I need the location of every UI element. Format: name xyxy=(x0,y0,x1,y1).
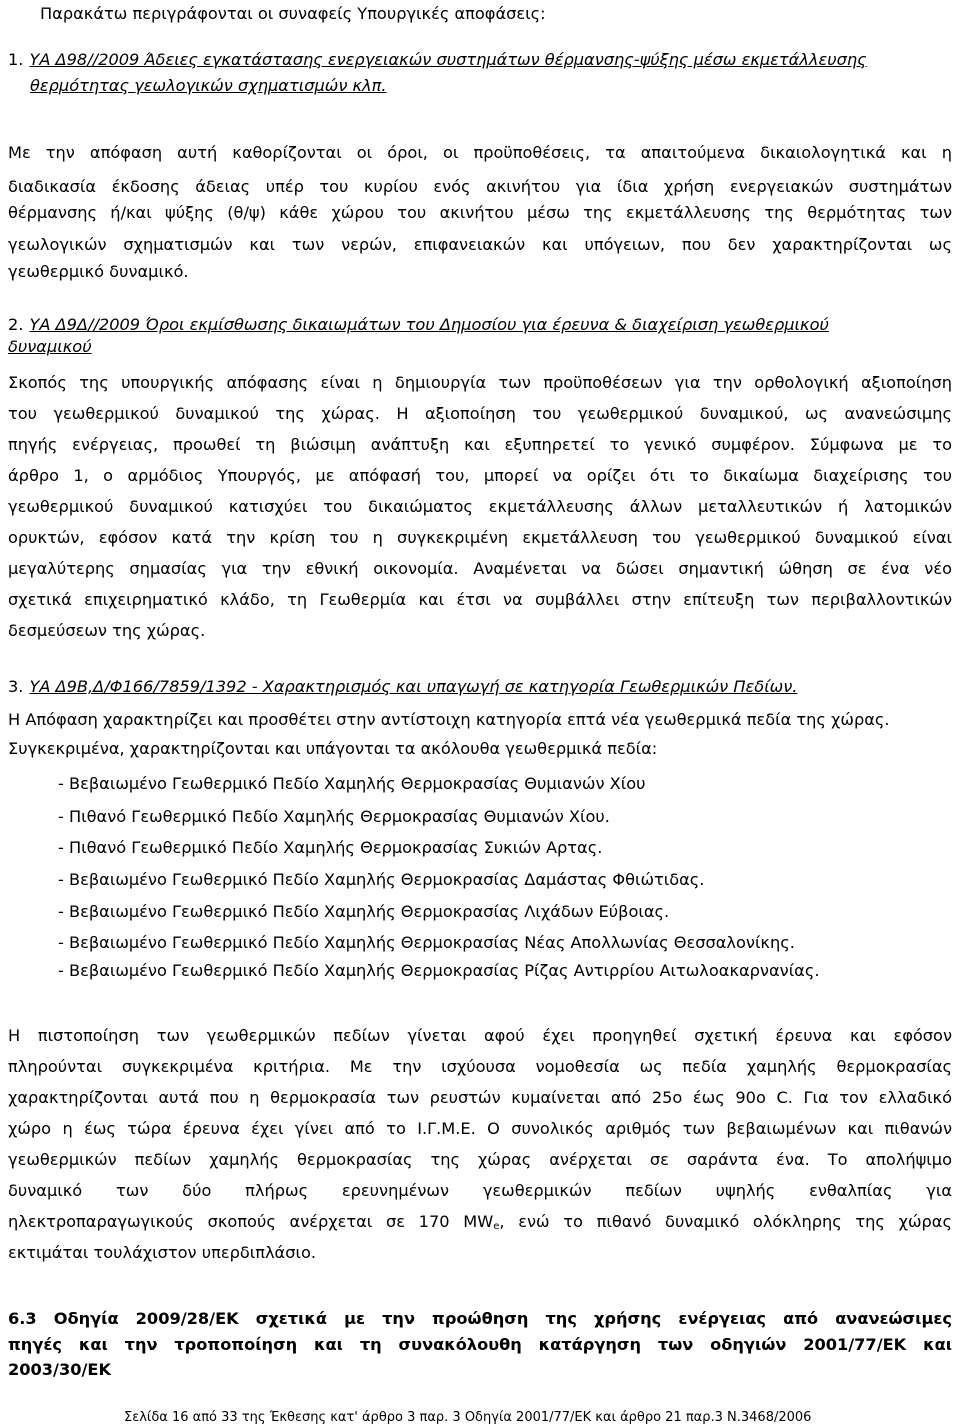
section1-title-cont xyxy=(30,76,387,96)
closing-mw-suffix: , ενώ το πιθανό δυναμικό ολόκληρης της χώρας xyxy=(499,1212,952,1231)
field-list-item: - Πιθανό Γεωθερμικό Πεδίο Χαμηλής Θερμοκρασίας Θυμιανών Χίου. xyxy=(58,807,610,826)
closing-line: πληρούνται συγκεκριμένα κριτήρια. Με την ισχύουσα νομοθεσία ως πεδία χαμηλής θερμοκρασίας xyxy=(8,1057,952,1076)
section2-body-line: του γεωθερμικού δυναμικού της χώρας. Η αξιοποίηση του γεωθερμικού δυναμικού, ως ανανεώσιμης xyxy=(8,404,952,423)
intro-text: Παρακάτω περιγράφονται οι συναφείς Υπουργικές αποφάσεις: xyxy=(40,4,546,23)
closing-line: χώρο η έως τώρα έρευνα έχει γίνει από το Ι.Γ.Μ.Ε. Ο συνολικός αριθμός των βεβαιωμένων και πιθανών xyxy=(8,1119,952,1138)
section3-body-line: Συγκεκριμένα, χαρακτηρίζονται και υπάγονται τα ακόλουθα γεωθερμικά πεδία: xyxy=(8,739,658,758)
closing-line: γεωθερμικών πεδίων χαμηλής θερμοκρασίας της χώρας ανέρχεται σε σαράντα ένα. Το απολήψιμο xyxy=(8,1150,952,1169)
section1-title-link[interactable]: ΥΑ Δ98//2009 Άδειες εγκατάστασης ενεργειακών συστημάτων θέρμανσης-ψύξης μέσω εκμετάλλευσης xyxy=(29,50,867,69)
closing-mw-subscript: e xyxy=(493,1221,500,1232)
section1-body-line: Με την απόφαση αυτή καθορίζονται οι όροι, οι προϋποθέσεις, τα απαιτούμενα δικαιολογητικά και η xyxy=(8,143,952,162)
section2-body-line: δεσμεύσεων της χώρας. xyxy=(8,621,206,640)
section1-body-line: θέρμανσης ή/και ψύξης (θ/ψ) κάθε χώρου του ακινήτου μέσω της εκμετάλλευσης της θερμότητας των xyxy=(8,203,952,222)
section2-body-line: σχετικά επιχειρηματικό κλάδο, τη Γεωθερμία και έτσι να συμβάλλει στην επίτευξη των περιβαλλοντικών xyxy=(8,590,952,609)
section2-body-line: πηγής ενέργειας, προωθεί τη βιώσιμη ανάπτυξη και εξυπηρετεί το γενικό συμφέρον. Σύμφωνα με το xyxy=(8,435,952,454)
field-list-item: - Βεβαιωμένο Γεωθερμικό Πεδίο Χαμηλής Θερμοκρασίας Λιχάδων Εύβοιας. xyxy=(58,902,670,921)
field-list-item: - Πιθανό Γεωθερμικό Πεδίο Χαμηλής Θερμοκρασίας Συκιών Αρτας. xyxy=(58,838,603,857)
section2-body-line: Σκοπός της υπουργικής απόφασης είναι η δημιουργία των προϋποθέσεων για την ορθολογική αξιοποίηση xyxy=(8,373,952,392)
section2-title-cont xyxy=(8,337,92,357)
section-heading-line: 6.3 Οδηγία 2009/28/ΕΚ σχετικά με την προώθηση της χρήσης ενέργειας από ανανεώσιμες xyxy=(8,1309,952,1328)
closing-line-mw xyxy=(8,1212,952,1232)
section-heading-line: 2003/30/ΕΚ xyxy=(8,1360,112,1379)
section1-number: 1. xyxy=(8,50,24,69)
section2-body-line: γεωθερμικού δυναμικού κατισχύει του δικαιώματος εκμετάλλευσης άλλων μεταλλευτικών ή λατομικών xyxy=(8,497,952,516)
field-list-item: - Βεβαιωμένο Γεωθερμικό Πεδίο Χαμηλής Θερμοκρασίας Ρίζας Αντιρρίου Αιτωλοακαρνανίας. xyxy=(58,961,820,980)
closing-line: Η πιστοποίηση των γεωθερμικών πεδίων γίνεται αφού έχει προηγηθεί σχετική έρευνα και εφόσον xyxy=(8,1026,952,1045)
section1-body-line: γεωλογικών σχηματισμών και των νερών, επιφανειακών και υπόγειων, που δεν χαρακτηρίζονται ως xyxy=(8,235,952,254)
section3-body-line: Η Απόφαση χαρακτηρίζει και προσθέτει στην αντίστοιχη κατηγορία επτά νέα γεωθερμικά πεδία της χώρας. xyxy=(8,710,890,729)
section1-title-link-cont[interactable]: θερμότητας γεωλογικών σχηματισμών κλπ. xyxy=(30,76,387,95)
closing-line: εκτιμάται τουλάχιστον υπερδιπλάσιο. xyxy=(8,1243,317,1262)
section2-title-link-cont[interactable]: δυναμικού xyxy=(8,337,92,356)
section2-title-link[interactable]: ΥΑ Δ9Δ//2009 Όροι εκμίσθωσης δικαιωμάτων του Δημοσίου για έρευνα & διαχείριση γεωθερμικού xyxy=(29,315,829,334)
section3-title xyxy=(8,677,797,697)
closing-line: χαρακτηρίζονται αυτά που η θερμοκρασία των ρευστών κυμαίνεται από 25ο έως 90ο C. Για τον ελλαδικό xyxy=(8,1088,952,1107)
section1-body-line: γεωθερμικό δυναμικό. xyxy=(8,262,189,281)
section2-number: 2. xyxy=(8,315,24,334)
section2-body-line: άρθρο 1, ο αρμόδιος Υπουργός, με απόφασή του, μπορεί να ορίζει ότι το δικαίωμα διαχείρισης του xyxy=(8,466,952,485)
section1-title xyxy=(8,50,867,70)
section3-number: 3. xyxy=(8,677,24,696)
section3-title-link[interactable]: ΥΑ Δ9Β,Δ/Φ166/7859/1392 - Χαρακτηρισμός και υπαγωγή σε κατηγορία Γεωθερμικών Πεδίων. xyxy=(29,677,798,696)
closing-line: δυναμικό των δύο πλήρως ερευνημένων γεωθερμικών πεδίων υψηλής ενθαλπίας για xyxy=(8,1181,952,1200)
section-heading-line: πηγές και την τροποποίηση και τη συνακόλουθη κατάργηση των οδηγιών 2001/77/ΕΚ και xyxy=(8,1335,952,1354)
section1-body-line: διαδικασία έκδοσης άδειας υπέρ του κυρίου ενός ακινήτου για ίδια χρήση ενεργειακών συστημάτων xyxy=(8,177,952,196)
section2-title xyxy=(8,315,829,335)
section2-body-line: ορυκτών, εφόσον κατά την κρίση του η συγκεκριμένη εκμετάλλευση του γεωθερμικού δυναμικού είναι xyxy=(8,528,952,547)
closing-mw-prefix: ηλεκτροπαραγωγικούς σκοπούς ανέρχεται σε 170 MW xyxy=(8,1212,494,1231)
field-list-item: - Βεβαιωμένο Γεωθερμικό Πεδίο Χαμηλής Θερμοκρασίας Δαμάστας Φθιώτιδας. xyxy=(58,870,705,889)
page-footer: Σελίδα 16 από 33 της Έκθεσης κατ' άρθρο 3 παρ. 3 Οδηγία 2001/77/ΕΚ και άρθρο 21 παρ.3 Ν.3468/2006 xyxy=(124,1410,812,1425)
section2-body-line: μεγαλύτερης σημασίας για την εθνική οικονομία. Αναμένεται να δώσει σημαντική ώθηση σε ένα νέο xyxy=(8,559,952,578)
field-list-item: - Βεβαιωμένο Γεωθερμικό Πεδίο Χαμηλής Θερμοκρασίας Νέας Απολλωνίας Θεσσαλονίκης. xyxy=(58,933,795,952)
field-list-item: - Βεβαιωμένο Γεωθερμικό Πεδίο Χαμηλής Θερμοκρασίας Θυμιανών Χίου xyxy=(58,774,646,793)
